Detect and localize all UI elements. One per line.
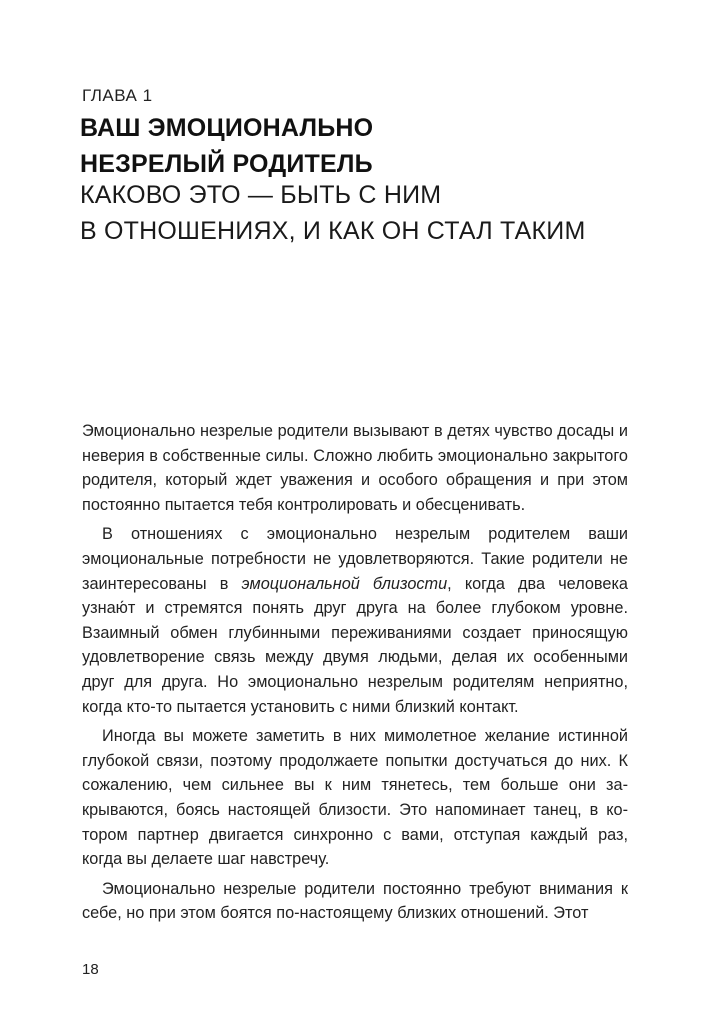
chapter-subtitle-line: КАКОВО ЭТО — БЫТЬ С НИМ: [80, 181, 442, 209]
chapter-title-line: ВАШ ЭМОЦИОНАЛЬНО: [80, 114, 374, 142]
chapter-title: [80, 110, 373, 182]
chapter-title-line: НЕЗРЕЛЫЙ РОДИТЕЛЬ: [80, 150, 373, 178]
paragraph-text: В отношениях с эмоционально незрелым родителем ваши эмоциональные потребности не удовлетворяются. Такие родители не заинтересованы в: [82, 525, 628, 593]
paragraph-text: , когда два человека узнаю́т и стремятся понять друг друга на более глубоком уровне. Взаимный обмен глубинными переживаниями создает приносящую удовлетворение связь между двумя людьми, делая их особенными друг для друга. Но эмоционально незрелым родителям неприятно, когда кто-то пытается установить с ними близкий контакт.: [82, 574, 628, 716]
page-number: 18: [82, 961, 99, 978]
body-text: [82, 419, 628, 926]
paragraph: Эмоционально незрелые родители вызывают в детях чувство досады и неверия в собственные силы. Сложно любить эмоционально закрытого родителя, который ждет уважения и особого обращения и при этом постоянно пытается тебя контролировать и обесценивать.: [82, 422, 628, 514]
paragraph: Иногда вы можете заметить в них мимолетное желание истинной глубокой связи, поэтому продолжаете попытки достучаться до них. К сожалению, чем сильнее вы к ним тянетесь, тем больше они закрываются, боясь настоящей близости. Это напоминает танец, в котором партнер двигается синхронно с вами, отступая каждый раз, когда вы делаете шаг навстречу.: [82, 727, 628, 869]
chapter-subtitle: [80, 177, 586, 249]
paragraph: [82, 522, 628, 719]
chapter-subtitle-line: В ОТНОШЕНИЯХ, И КАК ОН СТАЛ ТАКИМ: [80, 217, 586, 245]
paragraph: Эмоционально незрелые родители постоянно требуют внимания к себе, но при этом боятся по-настоящему близких отношений. Этот: [82, 879, 628, 923]
emphasis-term: эмоциональной близости: [241, 574, 448, 593]
chapter-label: ГЛАВА 1: [82, 86, 153, 105]
